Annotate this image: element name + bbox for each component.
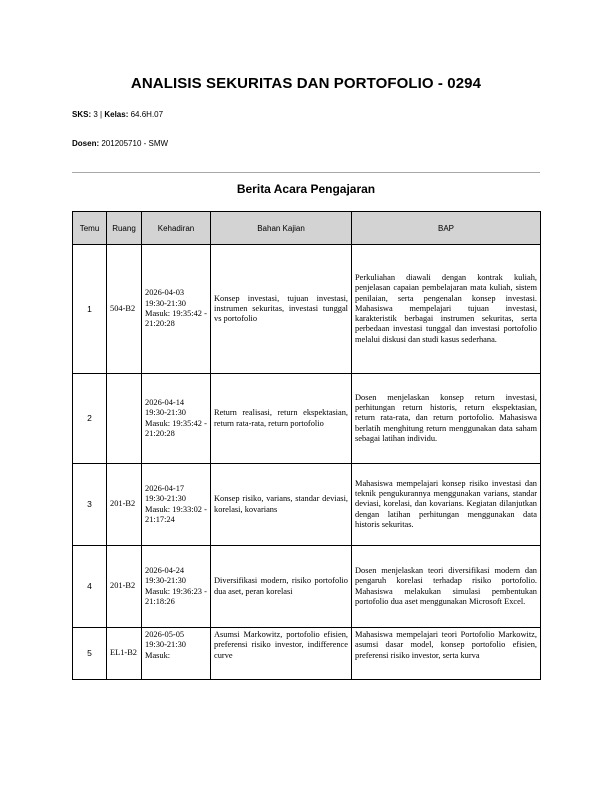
cell-ruang: 201-B2 [107,464,142,546]
teaching-record-table [72,211,541,680]
header-kehadiran: Kehadiran [142,212,211,245]
cell-ruang: 201-B2 [107,546,142,628]
cell-temu: 3 [73,464,107,546]
cell-kehadiran: 2026-04-03 19:30-21:30 Masuk: 19:35:42 - 21:20:28 [142,245,211,374]
cell-kehadiran: 2026-04-17 19:30-21:30 Masuk: 19:33:02 - 21:17:24 [142,464,211,546]
divider [72,172,540,173]
cell-bap: Mahasiswa mempelajari teori Portofolio Markowitz, asumsi dasar model, konsep portofolio efisien, preferensi risiko investor, serta kurva [352,628,541,680]
cell-temu: 2 [73,374,107,464]
table-row [73,628,541,680]
cell-ruang: 504-B2 [107,245,142,374]
sks-value: 3 [93,110,98,119]
cell-kehadiran: 2026-04-14 19:30-21:30 Masuk: 19:35:42 - 21:20:28 [142,374,211,464]
header-ruang: Ruang [107,212,142,245]
header-bahan-kajian: Bahan Kajian [211,212,352,245]
cell-bahan-kajian: Konsep investasi, tujuan investasi, instrumen sekuritas, investasi tunggal vs portofolio [211,245,352,374]
cell-bap: Dosen menjelaskan konsep return investasi, perhitungan return historis, return ekspektasian, return rata-rata, dan return portofolio. Mahasiswa berlatih menghitung return menggunakan data saham sebagai latihan individu. [352,374,541,464]
dosen-value: 201205710 - SMW [101,139,169,148]
cell-bahan-kajian: Konsep risiko, varians, standar deviasi, korelasi, kovarians [211,464,352,546]
kelas-label: Kelas: [104,110,129,119]
lecturer-info [72,139,168,148]
table-row [73,464,541,546]
course-info [72,110,163,119]
separator: | [100,110,103,119]
cell-bap: Mahasiswa mempelajari konsep risiko investasi dan teknik pengukurannya menggunakan varians, standar deviasi, korelasi, dan kovarians. Kegiatan dilanjutkan dengan latihan perhitungan menggunakan data historis sekuritas. [352,464,541,546]
cell-bahan-kajian: Diversifikasi modern, risiko portofolio dua aset, peran korelasi [211,546,352,628]
table-row [73,245,541,374]
table-row [73,374,541,464]
cell-ruang [107,374,142,464]
cell-bap: Dosen menjelaskan teori diversifikasi modern dan pengaruh korelasi terhadap risiko portofolio. Mahasiswa melakukan simulasi pembentukan portofolio dua aset menggunakan Microsoft Excel. [352,546,541,628]
cell-temu: 5 [73,628,107,680]
section-title: Berita Acara Pengajaran [236,182,376,196]
cell-kehadiran: 2026-04-24 19:30-21:30 Masuk: 19:36:23 - 21:18:26 [142,546,211,628]
cell-bahan-kajian: Asumsi Markowitz, portofolio efisien, preferensi risiko investor, indifference curve [211,628,352,680]
header-bap: BAP [352,212,541,245]
cell-ruang: EL1-B2 [107,628,142,680]
cell-kehadiran: 2026-05-05 19:30-21:30 Masuk: [142,628,211,680]
cell-bahan-kajian: Return realisasi, return ekspektasian, return rata-rata, return portofolio [211,374,352,464]
cell-bap: Perkuliahan diawali dengan kontrak kuliah, penjelasan capaian pembelajaran mata kuliah, sistem penilaian, serta pengenalan konsep investasi. Mahasiswa mempelajari tujuan investasi, karakteristik berbagai instrumen sekuritas, serta perbedaan investasi tunggal dan investasi portofolio melalui diskusi dan studi kasus sederhana. [352,245,541,374]
cell-temu: 4 [73,546,107,628]
dosen-label: Dosen: [72,139,100,148]
cell-temu: 1 [73,245,107,374]
sks-label: SKS: [72,110,92,119]
header-temu: Temu [73,212,107,245]
table-row [73,546,541,628]
kelas-value: 64.6H.07 [130,110,164,119]
course-title: ANALISIS SEKURITAS DAN PORTOFOLIO - 0294 [130,75,482,92]
table-header-row [73,212,541,245]
